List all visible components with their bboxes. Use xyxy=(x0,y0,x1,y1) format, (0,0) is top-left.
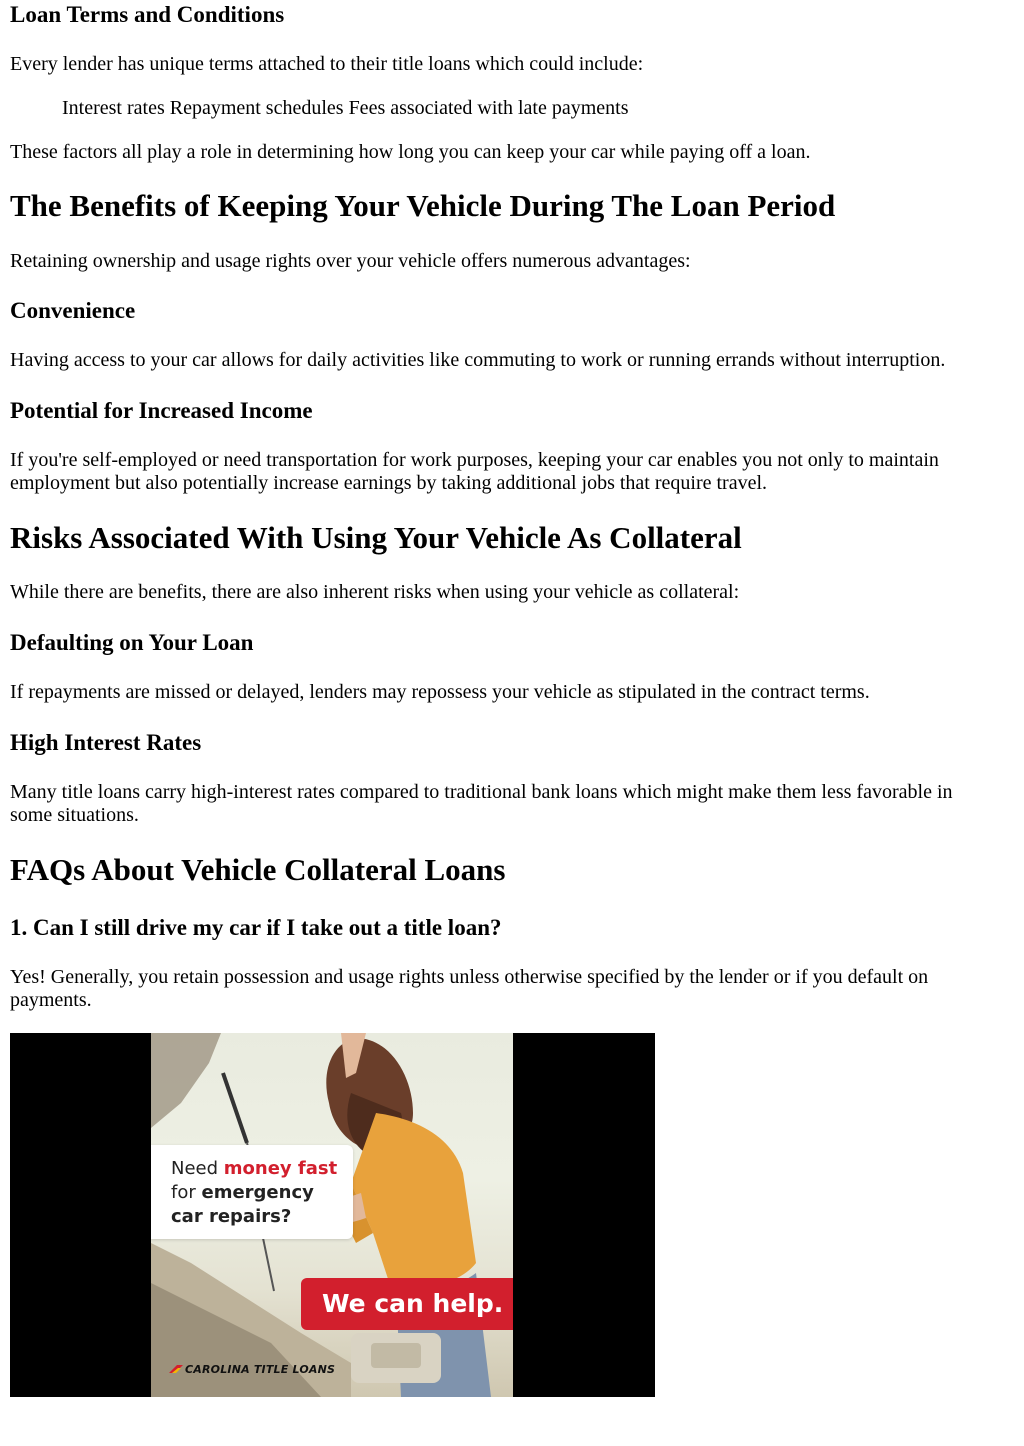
ad-scene xyxy=(151,1033,513,1397)
benefits-heading: The Benefits of Keeping Your Vehicle During The Loan Period xyxy=(10,188,836,223)
interest-text: Many title loans carry high-interest rates compared to traditional bank loans which might make them less favorable in some situations. xyxy=(10,781,953,826)
risks-intro: While there are benefits, there are also inherent risks when using your vehicle as collateral: xyxy=(10,581,740,603)
ad-car-repairs: car repairs? xyxy=(171,1206,292,1227)
faq1-answer: Yes! Generally, you retain possession and usage rights unless otherwise specified by the lender or if you default on payments. xyxy=(10,966,929,1011)
brand-name: CAROLINA TITLE LOANS xyxy=(185,1363,336,1376)
loan-terms-heading: Loan Terms and Conditions xyxy=(10,2,285,27)
ad-callout xyxy=(151,1145,353,1239)
ad-emergency: emergency xyxy=(201,1182,314,1203)
brand-swoosh-icon xyxy=(169,1364,183,1374)
faq-heading: FAQs About Vehicle Collateral Loans xyxy=(10,852,506,887)
brand-logo xyxy=(169,1363,335,1376)
convenience-text: Having access to your car allows for daily activities like commuting to work or running errands without interruption. xyxy=(10,349,946,371)
ad-cta-banner[interactable]: We can help. xyxy=(301,1278,513,1330)
ad-money-fast: money fast xyxy=(223,1158,338,1179)
loan-terms-list: Interest rates Repayment schedules Fees associated with late payments xyxy=(62,97,629,119)
loan-terms-outro: These factors all play a role in determining how long you can keep your car while paying off a loan. xyxy=(10,141,811,163)
income-heading: Potential for Increased Income xyxy=(10,398,313,423)
income-text: If you're self-employed or need transportation for work purposes, keeping your car enables you not only to maintain employment but also potentially increase earnings by taking additional jobs that require travel. xyxy=(10,449,939,494)
default-text: If repayments are missed or delayed, lenders may repossess your vehicle as stipulated in the contract terms. xyxy=(10,681,870,703)
default-heading: Defaulting on Your Loan xyxy=(10,630,254,655)
ad-need: Need xyxy=(171,1158,224,1179)
risks-heading: Risks Associated With Using Your Vehicle As Collateral xyxy=(10,520,742,555)
convenience-heading: Convenience xyxy=(10,298,136,323)
ad-for: for xyxy=(171,1182,202,1203)
ad-video-frame[interactable] xyxy=(10,1033,655,1397)
faq1-question: 1. Can I still drive my car if I take out a title loan? xyxy=(10,915,502,940)
loan-terms-intro: Every lender has unique terms attached to their title loans which could include: xyxy=(10,53,644,75)
interest-heading: High Interest Rates xyxy=(10,730,202,755)
benefits-intro: Retaining ownership and usage rights over your vehicle offers numerous advantages: xyxy=(10,250,691,272)
